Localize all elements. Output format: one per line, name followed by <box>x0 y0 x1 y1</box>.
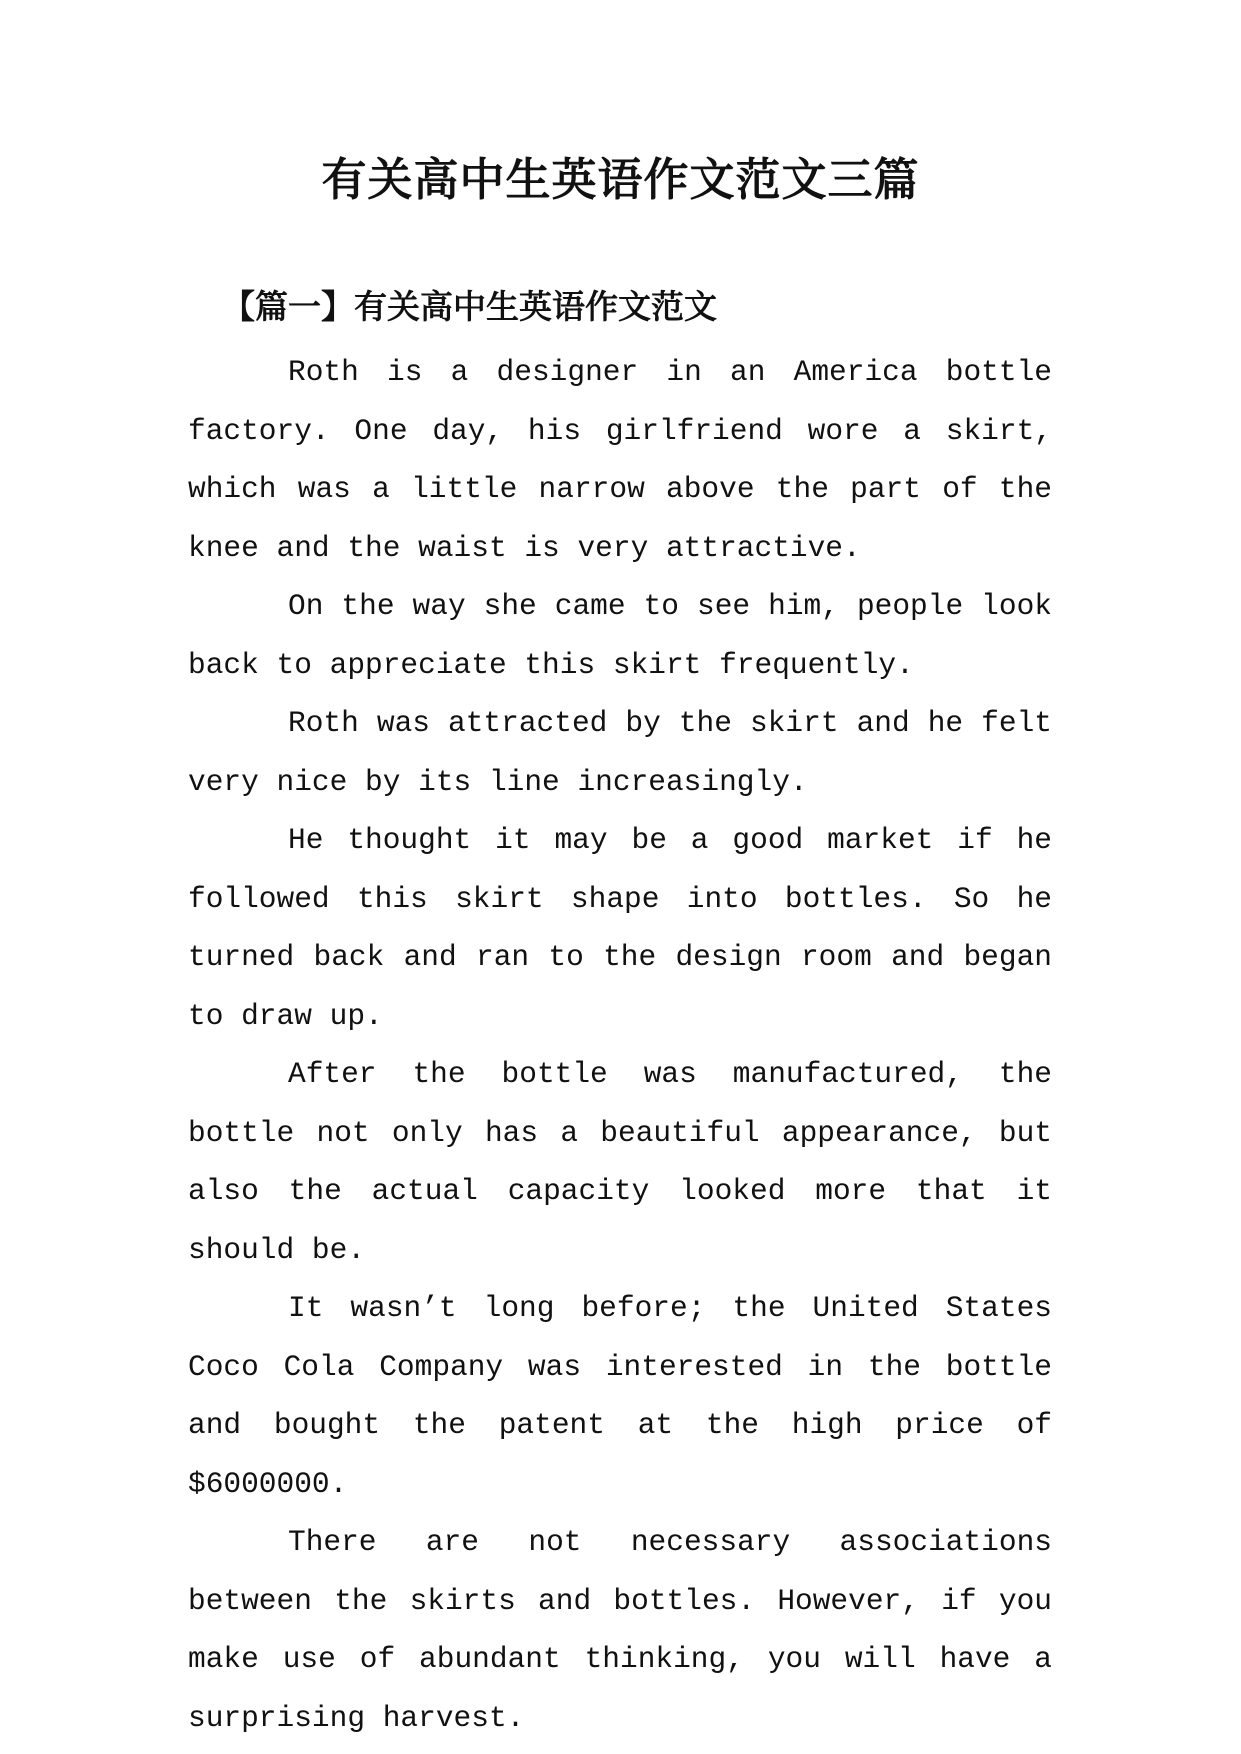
paragraph: It wasn’t long before; the United States Coco Cola Company was interested in the bottle and bought the patent at the high price of $6000000. <box>188 1291 1052 1501</box>
paragraph: Roth was attracted by the skirt and he felt very nice by its line increasingly. <box>188 706 1052 799</box>
paragraph: He thought it may be a good market if he followed this skirt shape into bottles. So he turned back and ran to the design room and began to draw up. <box>188 823 1052 1033</box>
paragraph: On the way she came to see him, people look back to appreciate this skirt frequently. <box>188 589 1052 682</box>
document-title: 有关高中生英语作文范文三篇 <box>321 153 920 206</box>
paragraph: Roth is a designer in an America bottle factory. One day, his girlfriend wore a skirt, which was a little narrow above the part of the knee and the waist is very attractive. <box>188 355 1052 565</box>
article-body <box>188 343 1052 1747</box>
paragraph: There are not necessary associations between the skirts and bottles. However, if you make use of abundant thinking, you will have a surprising harvest. <box>188 1525 1052 1735</box>
section-heading: 【篇一】有关高中生英语作文范文 <box>222 287 717 326</box>
paragraph: After the bottle was manufactured, the bottle not only has a beautiful appearance, but also the actual capacity looked more that it should be. <box>188 1057 1052 1267</box>
